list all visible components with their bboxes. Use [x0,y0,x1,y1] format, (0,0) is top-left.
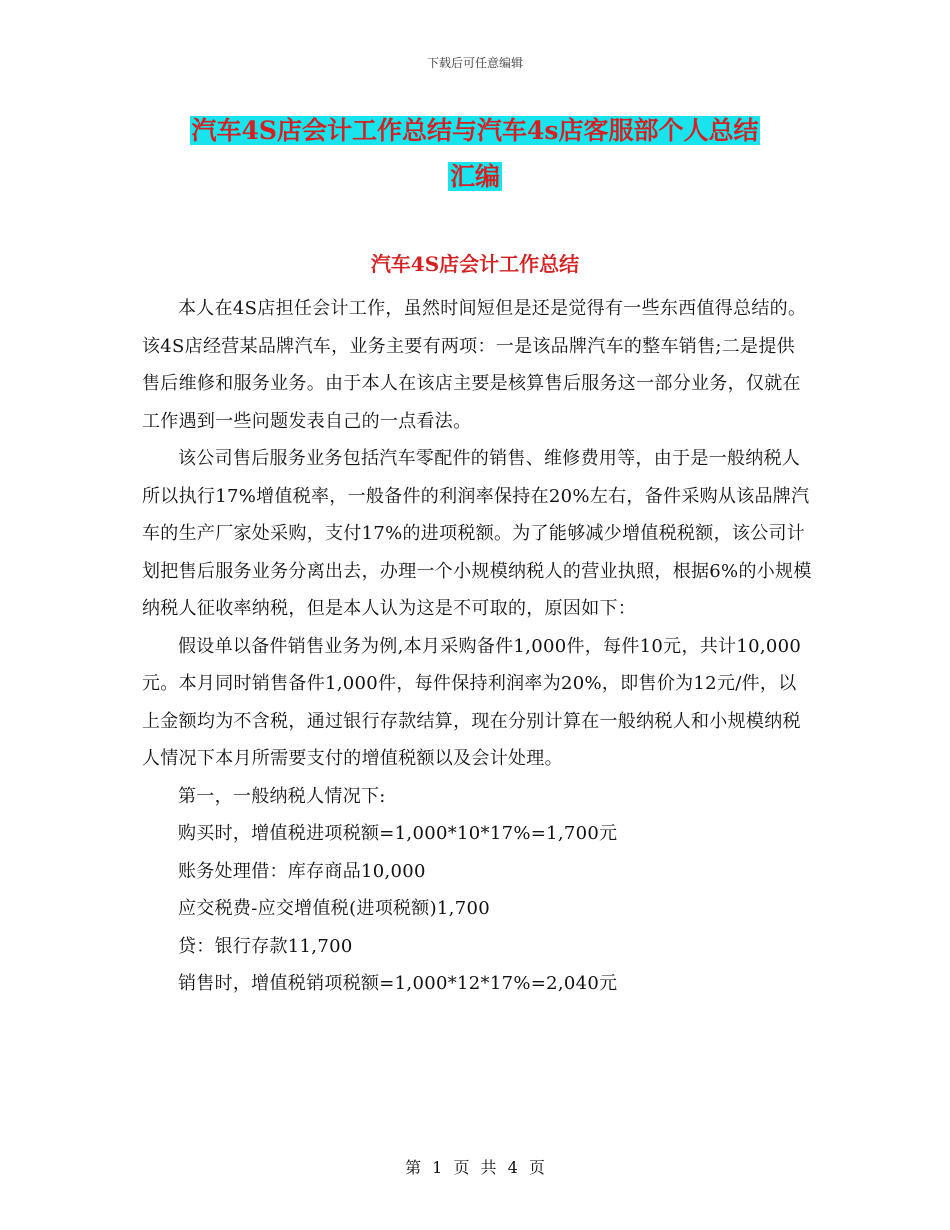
document-title [0,108,950,200]
text-line: 销售时，增值税销项税额=1,000*12*17%=2,040元 [178,973,618,994]
text-line: 贷：银行存款11,700 [178,935,353,957]
section-title: 汽车4S店会计工作总结 [370,252,580,276]
text-line: 第一，一般纳税人情况下: [178,785,386,807]
title-line-2: 汇编 [449,162,500,191]
text-line: 应交税费-应交增值税(进项税额)1,700 [178,898,490,919]
paragraph: 本人在4S店担任会计工作，虽然时间短但是还是觉得有一些东西值得总结的。该4S店经营某品牌汽车，业务主要有两项：一是该品牌汽车的整车销售;二是提供售后维修和服务业务。由于本人在该店主要是核算售后服务这一部分业务，仅就在工作遇到一些问题发表自己的一点看法。 [142,298,807,432]
paragraph: 该公司售后服务业务包括汽车零配件的销售、维修费用等，由于是一般纳税人所以执行17%增值税率，一般备件的利润率保持在20%左右，备件采购从该品牌汽车的生产厂家处采购，支付17%的进项税额。为了能够减少增值税税额，该公司计划把售后服务业务分离出去，办理一个小规模纳税人的营业执照，根据6%的小规模纳税人征收率纳税，但是本人认为这是不可取的，原因如下： [142,448,812,619]
text-line: 账务处理借：库存商品10,000 [178,860,426,882]
paragraph: 假设单以备件销售业务为例,本月采购备件1,000件，每件10元，共计10,000元。本月同时销售备件1,000件，每件保持利润率为20%，即售价为12元/件，以上金额均为不含税，通过银行存款结算，现在分别计算在一般纳税人和小规模纳税人情况下本月所需要支付的增值税额以及会计处理。 [142,635,802,769]
document-body [142,290,812,1003]
text-line: 购买时，增值税进项税额=1,000*10*17%=1,700元 [178,823,618,844]
page-footer: 第 1 页 共 4 页 [405,1158,545,1177]
title-line-1: 汽车4S店会计工作总结与汽车4s店客服部个人总结 [191,116,759,145]
header-note: 下载后可任意编辑 [426,56,523,70]
